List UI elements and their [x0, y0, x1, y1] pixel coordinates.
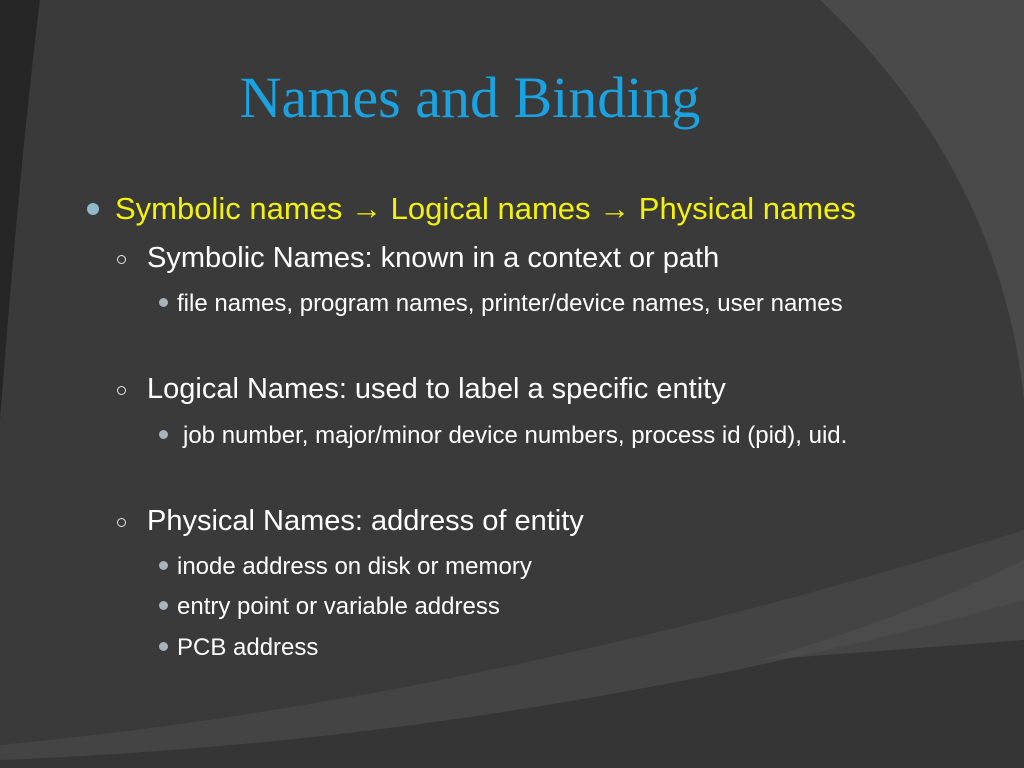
slide-title: Names and Binding — [239, 65, 701, 130]
logical-names-item: job number, major/minor device numbers, process id (pid), uid. — [183, 422, 848, 449]
physical-names-item: PCB address — [177, 634, 319, 661]
hollow-circle-icon — [117, 386, 126, 395]
small-filled-circle-icon — [159, 430, 168, 439]
small-filled-circle-icon — [159, 561, 168, 570]
small-filled-circle-icon — [159, 601, 168, 610]
small-filled-circle-icon — [159, 298, 168, 307]
small-filled-circle-icon — [159, 642, 168, 651]
hollow-circle-icon — [117, 255, 126, 264]
physical-names-item: inode address on disk or memory — [177, 553, 532, 580]
physical-names-heading: Physical Names: address of entity — [147, 505, 584, 537]
symbolic-names-item: file names, program names, printer/device names, user names — [177, 290, 843, 317]
filled-circle-icon — [87, 203, 99, 215]
level1-bullet-text: Symbolic names → Logical names → Physical names — [115, 191, 856, 226]
physical-names-item: entry point or variable address — [177, 593, 500, 620]
symbolic-names-heading: Symbolic Names: known in a context or path — [147, 242, 720, 274]
hollow-circle-icon — [117, 518, 126, 527]
logical-names-heading: Logical Names: used to label a specific entity — [147, 373, 726, 405]
